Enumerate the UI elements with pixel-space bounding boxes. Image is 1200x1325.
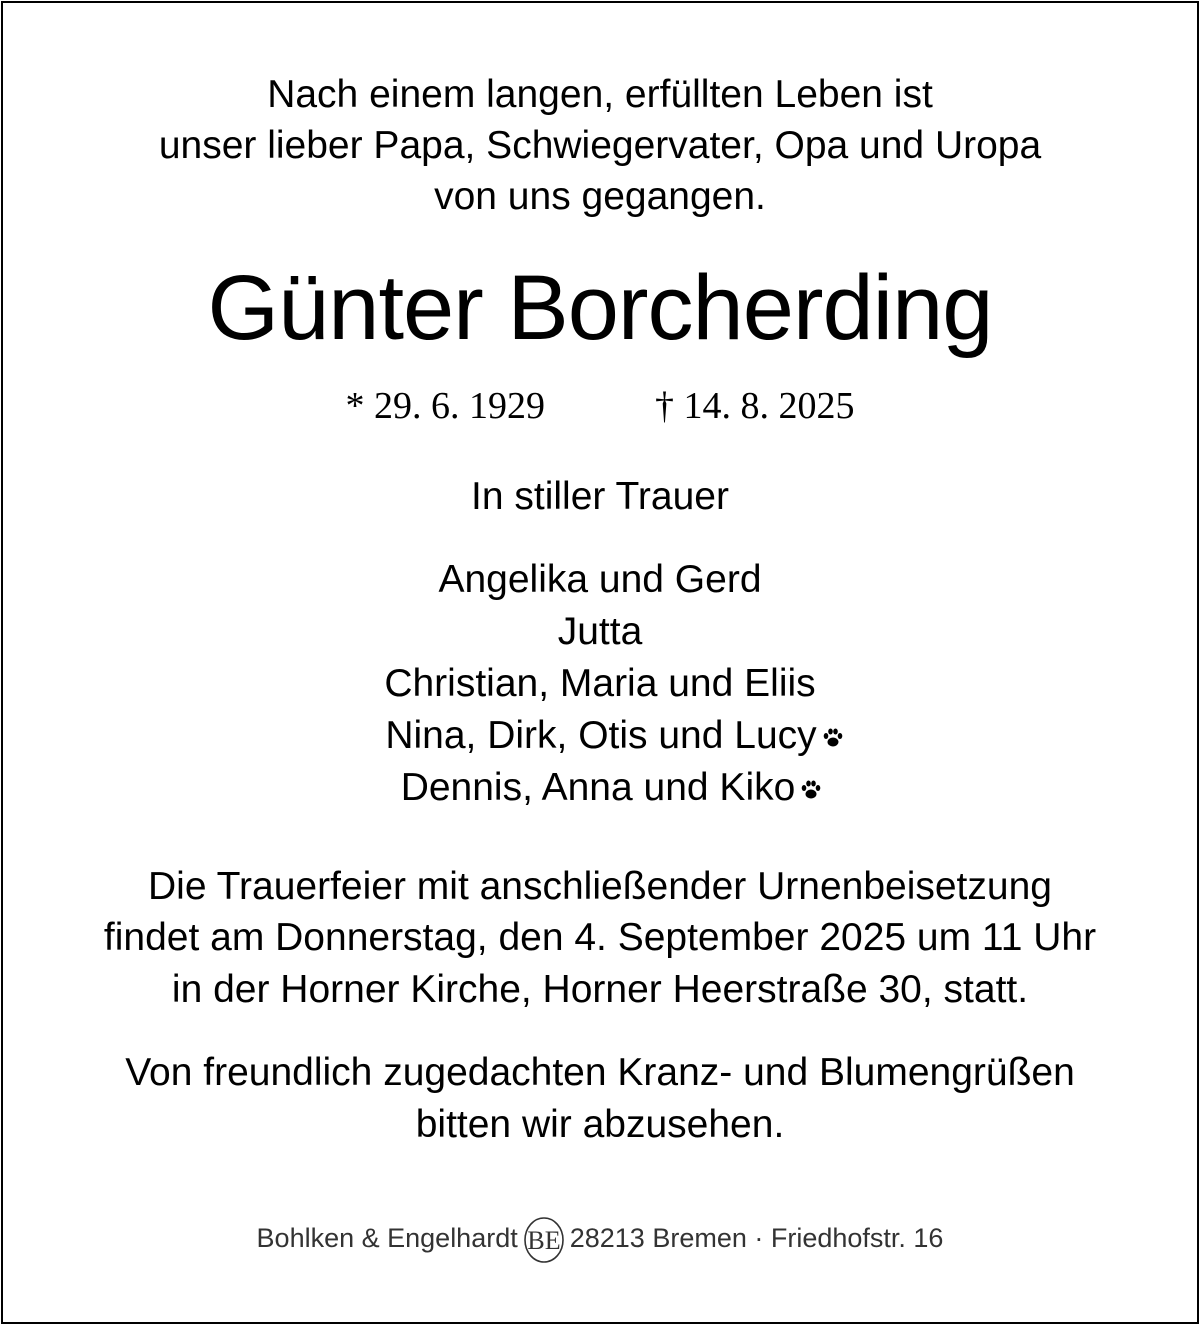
intro-line: von uns gegangen. <box>434 175 766 218</box>
be-logo-icon <box>522 1216 566 1264</box>
service-line: findet am Donnerstag, den 4. September 2025 um 11 Uhr <box>103 916 1097 959</box>
family-line: Angelika und Gerd <box>438 558 762 601</box>
deceased-name: Günter Borcherding <box>207 257 993 359</box>
service-line: in der Horner Kirche, Horner Heerstraße 30, statt. <box>171 968 1029 1011</box>
intro-line: unser lieber Papa, Schwiegervater, Opa und Uropa <box>158 124 1042 167</box>
birth-date: * 29. 6. 1929 <box>345 385 545 427</box>
family-line: Nina, Dirk, Otis und Lucy <box>385 714 817 757</box>
request-line: bitten wir abzusehen. <box>415 1103 785 1146</box>
family-line: Jutta <box>557 610 643 653</box>
svg-text:BE: BE <box>527 1226 561 1255</box>
family-line-with-pet <box>0 710 1200 762</box>
intro-line: Nach einem langen, erfüllten Leben ist <box>267 73 933 116</box>
family-line: Dennis, Anna und Kiko <box>400 766 796 809</box>
family-line-with-pet <box>0 762 1200 814</box>
death-date: † 14. 8. 2025 <box>655 385 855 427</box>
company-name: Bohlken & Engelhardt <box>256 1223 518 1254</box>
request-line: Von freundlich zugedachten Kranz- und Blumengrüßen <box>125 1051 1075 1094</box>
paw-icon <box>821 726 845 750</box>
funeral-home-footer <box>0 1216 1200 1264</box>
dates <box>0 380 1200 432</box>
family-line: Christian, Maria und Eliis <box>384 662 816 705</box>
mourning-heading: In stiller Trauer <box>471 475 729 518</box>
address: 28213 Bremen · Friedhofstr. 16 <box>569 1223 944 1254</box>
service-line: Die Trauerfeier mit anschließender Urnenbeisetzung <box>148 865 1052 908</box>
paw-icon <box>799 778 823 802</box>
